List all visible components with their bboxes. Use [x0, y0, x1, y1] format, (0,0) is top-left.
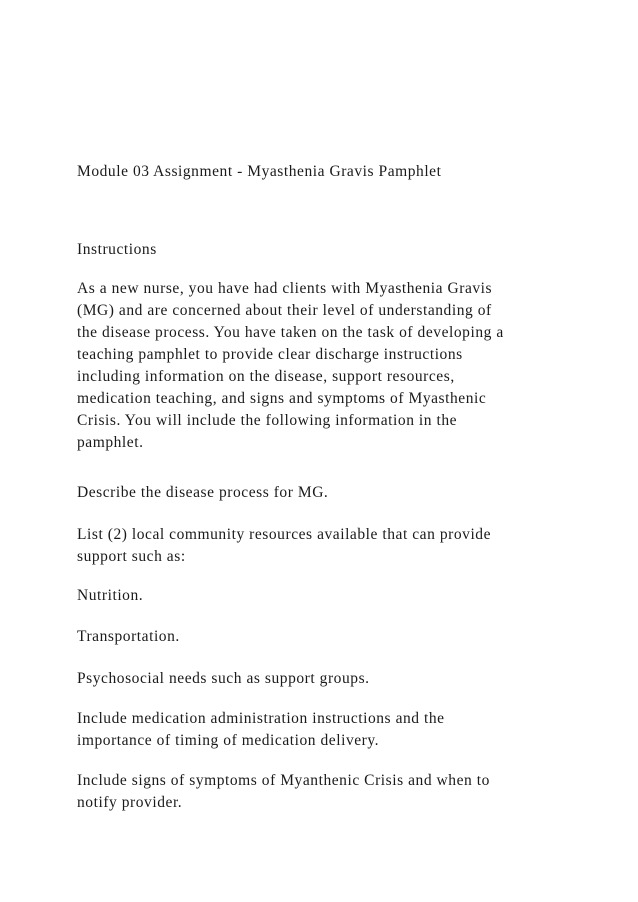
- item-crisis-line: notify provider.: [77, 794, 183, 811]
- item-resources: [77, 524, 617, 568]
- intro-line: including information on the disease, support resources,: [77, 368, 455, 385]
- item-medication-line: importance of timing of medication delivery.: [77, 732, 380, 749]
- item-nutrition: Nutrition.: [77, 587, 144, 604]
- intro-line: medication teaching, and signs and symptoms of Myasthenic: [77, 390, 487, 407]
- intro-line: teaching pamphlet to provide clear discharge instructions: [77, 346, 463, 363]
- item-psychosocial: Psychosocial needs such as support groups.: [77, 670, 370, 687]
- item-medication-line: Include medication administration instructions and the: [77, 710, 445, 727]
- item-medication: [77, 708, 617, 752]
- item-crisis-line: Include signs of symptoms of Myanthenic Crisis and when to: [77, 772, 490, 789]
- intro-line: As a new nurse, you have had clients with Myasthenia Gravis: [77, 280, 493, 297]
- intro-paragraph: [77, 278, 617, 454]
- intro-line: pamphlet.: [77, 434, 144, 451]
- document-title: Module 03 Assignment - Myasthenia Gravis Pamphlet: [77, 163, 442, 180]
- item-crisis: [77, 770, 617, 814]
- item-resources-line: support such as:: [77, 548, 186, 565]
- intro-line: Crisis. You will include the following information in the: [77, 412, 458, 429]
- item-resources-line: List (2) local community resources available that can provide: [77, 526, 492, 543]
- item-transportation: Transportation.: [77, 628, 180, 645]
- item-disease-process: Describe the disease process for MG.: [77, 484, 329, 501]
- intro-line: the disease process. You have taken on the task of developing a: [77, 324, 504, 341]
- instructions-heading: Instructions: [77, 241, 157, 258]
- intro-line: (MG) and are concerned about their level of understanding of: [77, 302, 492, 319]
